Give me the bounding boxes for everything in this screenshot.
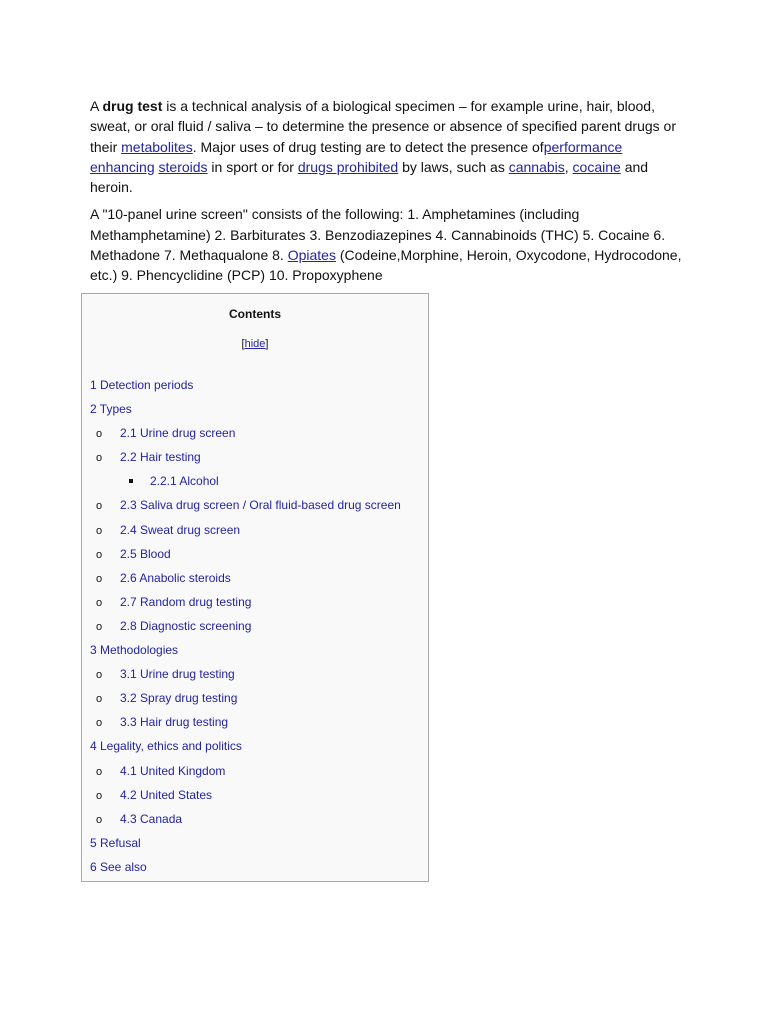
toc-link[interactable]: 2.5 Blood [120,546,171,561]
table-of-contents [81,293,429,882]
toc-bullet: o [96,572,103,585]
toc-link[interactable]: 3.1 Urine drug testing [120,667,235,682]
text-run: A [90,98,103,114]
toc-item [82,639,428,663]
toc-toggle [82,338,428,350]
toc-item [82,519,428,543]
bold-term-drug-test: drug test [102,98,163,114]
toc-bullet: o [96,765,103,778]
toc-bullet: o [96,524,103,537]
toc-item [82,398,428,422]
toc-item [82,832,428,856]
link-cocaine[interactable]: cocaine [572,158,621,175]
toc-toggle-bracket-close: ] [265,338,269,350]
toc-item [82,856,428,880]
toc-bullet: o [96,620,103,633]
toc-link[interactable]: 3.2 Spray drug testing [120,691,238,706]
toc-link[interactable]: 4 Legality, ethics and politics [90,739,242,754]
intro-paragraph [90,96,690,197]
toc-link[interactable]: 2.7 Random drug testing [120,594,252,609]
toc-item [82,615,428,639]
text-run: (Codeine,Morphine, Heroin, Oxycodone, Hydrocodone, etc.) 9. Phencyclidine (PCP) 10. Propoxyphene [90,247,682,284]
toc-item [82,374,428,398]
toc-link[interactable]: 2.2 Hair testing [120,450,201,465]
text-run: A "10-panel urine screen" consists of the following: 1. Amphetamines (including Methamphetamine) 2. Barbiturates 3. Benzodiazepines 4. Cannabinoids (THC) 5. Cocaine 6. Methadone 7. Methaqualone 8. [90,206,666,264]
toc-bullet: o [96,452,103,465]
text-run: by laws, such as [398,158,509,175]
toc-link[interactable]: 4.3 Canada [120,811,183,826]
toc-bullet: o [96,596,103,609]
toc-hide-link[interactable]: hide [244,338,266,350]
toc-square-bullet [129,479,133,483]
toc-link[interactable]: 3.3 Hair drug testing [120,715,229,730]
toc-item [82,422,428,446]
toc-link[interactable]: 2.8 Diagnostic screening [120,618,252,633]
toc-bullet: o [96,428,103,441]
toc-item [82,567,428,591]
text-run: in sport or for [207,158,298,175]
panel-screen-paragraph [90,204,690,285]
toc-bullet: o [96,813,103,826]
link-drugs-prohibited[interactable]: drugs prohibited [297,158,399,175]
toc-item [82,808,428,832]
toc-item [82,663,428,687]
toc-link[interactable]: 2.2.1 Alcohol [150,474,219,489]
toc-link[interactable]: 5 Refusal [90,835,141,850]
toc-item [82,591,428,615]
toc-bullet: o [96,717,103,730]
toc-item [82,784,428,808]
link-cannabis[interactable]: cannabis [508,158,565,175]
toc-link[interactable]: 4.1 United Kingdom [120,763,226,778]
link-metabolites[interactable]: metabolites [121,138,193,155]
toc-bullet: o [96,548,103,561]
toc-title: Contents [229,307,281,321]
text-run: . Major uses of drug testing are to detect the presence of [192,138,544,155]
toc-link[interactable]: 2.4 Sweat drug screen [120,522,241,537]
toc-item [82,711,428,735]
toc-list [82,374,428,880]
toc-link[interactable]: 2.1 Urine drug screen [120,426,236,441]
toc-bullet: o [96,789,103,802]
text-run: is a technical analysis of a biological specimen – for example urine, hair, blood, sweat, or oral fluid / saliva – to determine the presence or absence of specified parent drugs or their [90,98,676,155]
toc-item [82,760,428,784]
text-run: and heroin. [90,158,649,196]
link-opiates[interactable]: Opiates [287,247,336,264]
toc-item [82,687,428,711]
text-run: , [564,158,573,175]
toc-item [82,543,428,567]
toc-item [82,446,428,470]
toc-bullet: o [96,693,103,706]
toc-link[interactable]: 3 Methodologies [90,643,179,658]
toc-bullet: o [96,669,103,682]
link-steroids[interactable]: steroids [158,158,208,175]
toc-bullet: o [96,500,103,513]
article-body [90,96,690,286]
toc-link[interactable]: 2.3 Saliva drug screen / Oral fluid-based drug screen [120,498,401,513]
toc-link[interactable]: 1 Detection periods [90,378,194,392]
toc-toggle-bracket-open: [ [241,338,245,350]
toc-item [82,735,428,759]
link-performance-enhancing[interactable]: performance enhancing [90,138,623,175]
toc-item [82,470,428,494]
toc-link[interactable]: 6 See also [90,859,147,874]
toc-link[interactable]: 2 Types [90,402,132,417]
toc-item [82,494,428,518]
toc-link[interactable]: 2.6 Anabolic steroids [120,570,231,585]
toc-link[interactable]: 4.2 United States [120,787,213,802]
